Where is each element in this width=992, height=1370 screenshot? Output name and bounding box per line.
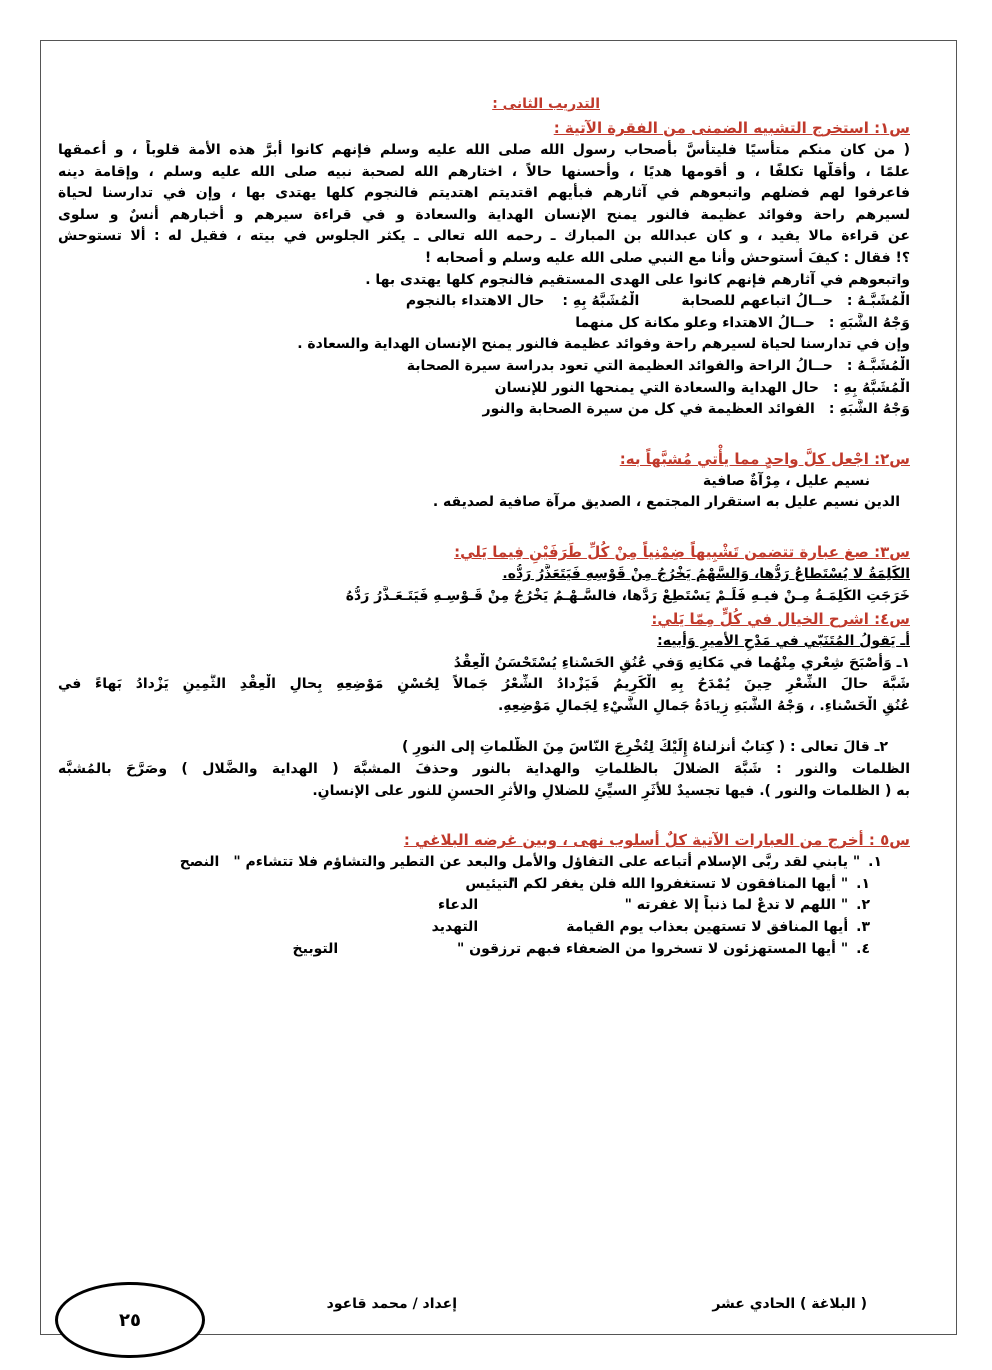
wajh-value: الفوائد العظيمة في كل من سيرة الصحابة والنور xyxy=(482,401,815,418)
list-item xyxy=(58,917,910,939)
item-text: أيها المنافق لا تستهين بعذاب يوم القيامة xyxy=(566,919,849,936)
mushabbah-value: حــالُ اتباعهم للصحابة xyxy=(681,293,833,310)
item-purpose: الدعاء xyxy=(438,897,479,914)
explanation-line: عُنُقِ الْحَسْناءِ. ، وَجْهُ الشَّبَهِ زِيادَةُ جَمالِ الشَّيْءِ لِجَمالِ مَوْضِعِهِ. xyxy=(497,697,910,714)
item-number: ٣. xyxy=(856,919,870,936)
exercise-title: التدريب الثانى : xyxy=(492,96,600,112)
list-item xyxy=(58,895,910,917)
item-text: " اللهم لا تدعْ لما ذنباً إلا غفرته " xyxy=(624,897,849,914)
wajh-label: وَجْهُ الشَّبَهِ : xyxy=(828,314,910,331)
answer-sentence: واتبعوهم في آثارهم فإنهم كانوا على الهدى المستقيم فالنجوم كلها يهتدى بها . xyxy=(365,271,910,288)
passage-line: عن قراءة مالا يفيد ، و كان عبدالله بن المبارك ـ رحمه الله تعالى ـ يكثر الجلوس في بيته ، فقيل له : ألا تستوحش xyxy=(58,228,910,245)
answer-sentence: خَرَجَتِ الكَلِمَـةُ مِـنْ فيـهِ فَلَـمْ يَسْتَطِعْ رَدَّها، فالسَّـهْـمُ يَخْرُجُ مِنْ قَـوْسِـهِ فَيَتَـعَـذَّرُ رَدُّهُ xyxy=(345,587,910,604)
item-number: ١. xyxy=(856,875,870,892)
passage-line: فاعرفوا لهم فضلهم واتبعوهم في آثارهم فبأيهم اقتديتم اهتديتم فالنجوم كلها يهتدى بها ، وإن في تدارسنا لحياة xyxy=(58,185,910,202)
sub-question-a: أـ يَقولُ المُتَنَبّي في مَدْحِ الأميرِ وَأبيه: xyxy=(657,633,910,650)
question-2-heading: س٢: اجْعل كلَّ واحدٍ مما يأْتي مُشبَّهاً به: xyxy=(619,449,910,468)
list-item xyxy=(58,939,910,961)
item-text: " أيها المستهزئون لا تسخروا من الضعفاء فبهم ترزقون " xyxy=(457,940,849,957)
wajh-label: وَجْهُ الشَّبَهِ : xyxy=(828,401,910,418)
list-item xyxy=(58,874,910,896)
mushabbah-bih-label: الْمُشَبَّهُ بِهِ : xyxy=(833,379,910,396)
mushabbah-label: الْمُشَبَّـهُ : xyxy=(846,293,910,310)
answer-sentence: الدين نسيم عليل به استقرار المجتمع ، الصديق مرآة صافية لصديقه . xyxy=(432,494,900,511)
item-purpose: التهديد xyxy=(431,919,479,936)
page-footer xyxy=(40,1282,957,1332)
passage-line: ( من كان منكم متأسيًا فليتأسَّ بأصحاب رسول الله صلى الله عليه وسلم فإنهم كانوا أبرَّ هذه الأمة قلوباً ، و أعمقها xyxy=(58,142,910,158)
simile-row xyxy=(58,399,910,421)
simile-row xyxy=(58,291,910,313)
simile-row xyxy=(58,313,910,335)
answer-sentence: وإن في تدارسنا لحياة لسيرهم راحة وفوائد عظيمة فالنور يمنح الإنسان الهداية والسعادة . xyxy=(297,336,910,353)
wajh-value: حــالُ الاهتداء وعلو مكانة كل منهما xyxy=(575,314,815,331)
mushabbah-bih-label: الْمُشَبَّهُ بِهِ : xyxy=(562,293,640,310)
simile-row xyxy=(58,356,910,378)
question-items: نسيم عليل ، مِرْآةٌ صافية xyxy=(702,472,870,489)
footer-subject: ( البلاغة ) الحادي عشر xyxy=(712,1296,867,1312)
explanation-line: به ( الظلمات والنور ). فيها تجسيدٌ للأثَرِ السيِّئِ للضلالِ والأثرِ الحسنِ للنور على الإنسانِ. xyxy=(312,782,910,799)
explanation-line: الظلمات والنور : شَبَّهَ الضلالَ بالظلماتِ والهداية بالنور وحذفَ المشبَّهَ ( الهداية والضَّلال ) وصَرَّحَ بالمُشبَّه xyxy=(58,761,910,778)
item-purpose: التيئيس xyxy=(465,875,519,892)
question-5-heading: س٥ : أخرج من العبارات الآتية كلٌ أسلوب نهى ، وبين غرضه البلاغي : xyxy=(403,831,910,850)
list-item xyxy=(58,852,910,874)
worksheet-content xyxy=(58,92,910,960)
item-text: " أيها المنافقون لا تستغفروا الله فلن يغفر لكم " xyxy=(510,875,849,892)
question-4-heading: س٤: اشرح الخيال في كُلٍّ مِمّا يَلي: xyxy=(651,610,910,629)
poem-verse: ١ـ وَأَصْبَحَ شِعْري مِنْهُما في مَكانِهِ وَفي عُنُقِ الحَسْناءِ يُسْتَحْسَنُ الْعِقْدُ xyxy=(453,654,910,671)
passage-line: علمًا ، وأقلّها تكلفًا ، و أقومها هديًا ، وأحسنها حالاً ، اختارهم الله لصحبة نبيه صلى الله عليه وسلم ، وإقامة دينه xyxy=(58,163,910,180)
mushabbah-bih-value: حال الهداية والسعادة التي يمنحها النور للإنسان xyxy=(494,379,819,396)
mushabbah-bih-value: حال الاهتداء بالنجوم xyxy=(405,293,545,310)
item-text: " يابني لقد ربَّى الإسلام أتباعه على التفاؤل والأمل والبعد عن التطير والتشاؤم فلا تتشاءم " xyxy=(233,854,861,871)
item-number: ١. xyxy=(868,854,882,871)
footer-author: إعداد / محمد قاعود xyxy=(326,1296,457,1312)
question-prompt: الكَلِمَةُ لا يُسْتَطاعُ رَدُّها، وَالسَّهْمُ يَخْرُجُ مِنْ قَوْسِهِ فَيَتَعَذَّرُ رَدُّه. xyxy=(502,565,910,582)
mushabbah-value: حــالُ الراحة والفوائد العظيمة التي تعود بدراسة سيرة الصحابة xyxy=(406,357,833,374)
item-purpose: النصح xyxy=(179,854,220,871)
explanation-line: شَبَّهَ حالَ الشِّعْرِ حِينَ يُمْدَحُ بِهِ الْكَرِيمُ فَيَزْدادُ الشِّعْرُ جَمالاً لِحُسْنِ مَوْضِعِهِ بِحالِ الْعِقْدِ الثَّمِينِ يَزْدادُ بَهاءً في xyxy=(58,676,910,693)
item-number: ٢. xyxy=(856,897,870,914)
item-purpose: التوبيخ xyxy=(292,940,339,957)
simile-row xyxy=(58,378,910,400)
page-number: ٢٥ xyxy=(55,1282,205,1358)
item-number: ٤. xyxy=(856,940,870,957)
passage-line: لسيرهم راحة وفوائد عظيمة فالنور يمنح الإنسان الهداية والسعادة و في قراءة سيرهم و أخبارهم أُنسٌ و سلوى xyxy=(58,206,910,223)
quran-verse: ٢ـ قالَ تعالى : ( كِتابٌ أنزلناهُ إِلَيْكَ لِتُخْرِجَ النّاسَ مِنَ الظُّلماتِ إلى النورِ ) xyxy=(401,739,888,756)
question-3-heading: س٣: صغ عبارة تتضمن تَشْبِيهاً ضِمْنِياً مِنْ كُلِّ طَرَفَيْنِ فِيما يَلي: xyxy=(454,542,910,561)
question-1-heading: س١: استخرج التشبيه الضمنى من الفقرة الآتية : xyxy=(553,119,910,137)
passage-line: ؟! فقال : كيفَ أستوحش وأنا مع النبي صلى الله عليه وسلم و أصحابه ! xyxy=(424,249,910,266)
mushabbah-label: الْمُشَبَّـهُ : xyxy=(846,357,910,374)
